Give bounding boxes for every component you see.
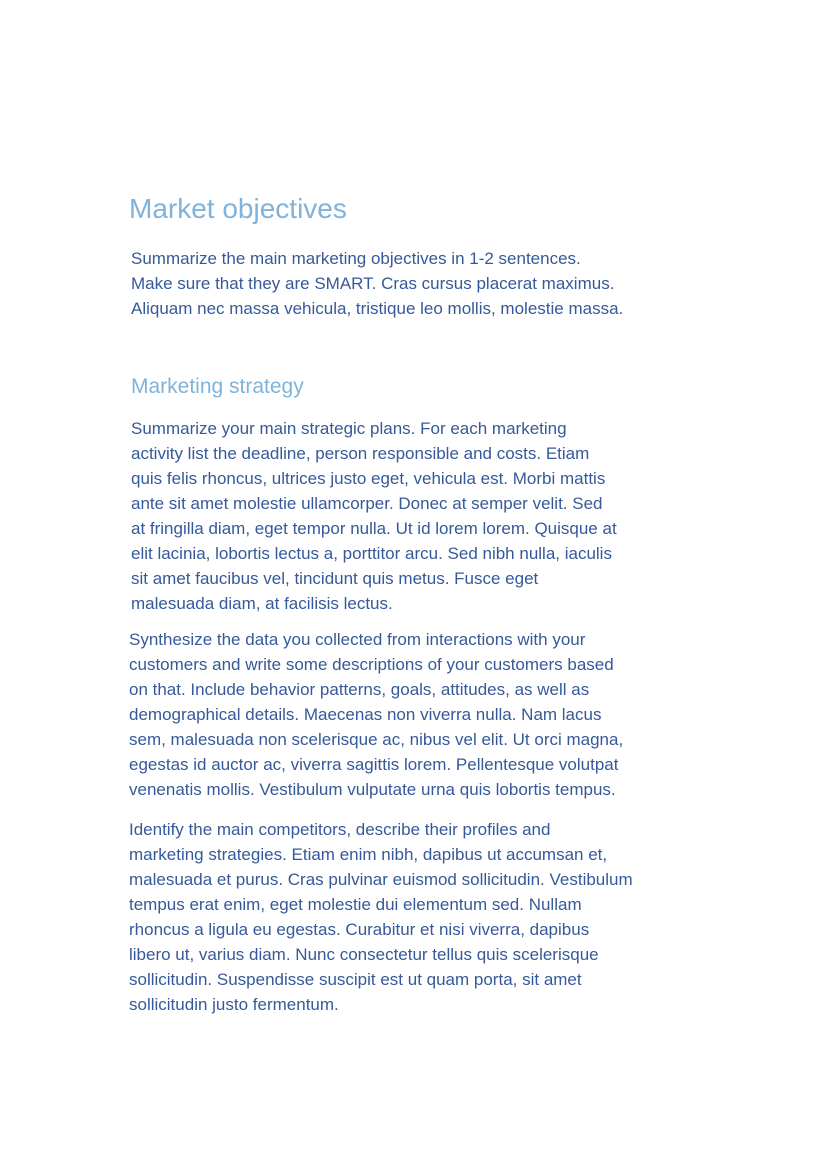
paragraph-line: sollicitudin justo fermentum. — [129, 995, 339, 1014]
paragraph-line: quis felis rhoncus, ultrices justo eget, vehicula est. Morbi mattis — [131, 469, 606, 488]
heading-market-objectives: Market objectives — [129, 193, 347, 224]
paragraph-line: Summarize the main marketing objectives in 1-2 sentences. — [131, 249, 581, 268]
paragraph-line: sit amet faucibus vel, tincidunt quis metus. Fusce eget — [131, 569, 539, 588]
paragraph-line: marketing strategies. Etiam enim nibh, dapibus ut accumsan et, — [129, 845, 608, 864]
paragraph-line: libero ut, varius diam. Nunc consectetur tellus quis scelerisque — [129, 945, 599, 964]
paragraph-line: Identify the main competitors, describe their profiles and — [129, 820, 551, 839]
paragraph-line: venenatis mollis. Vestibulum vulputate urna quis lobortis tempus. — [129, 780, 616, 799]
paragraph-line: Aliquam nec massa vehicula, tristique leo mollis, molestie massa. — [131, 299, 624, 318]
paragraph-line: ante sit amet molestie ullamcorper. Donec at semper velit. Sed — [131, 494, 603, 513]
paragraph-line: tempus erat enim, eget molestie dui elementum sed. Nullam — [129, 895, 582, 914]
paragraph-line: Summarize your main strategic plans. For each marketing — [131, 419, 567, 438]
paragraph-line: egestas id auctor ac, viverra sagittis lorem. Pellentesque volutpat — [129, 755, 619, 774]
paragraph-line: demographical details. Maecenas non viverra nulla. Nam lacus — [129, 705, 602, 724]
paragraph-line: at fringilla diam, eget tempor nulla. Ut id lorem lorem. Quisque at — [131, 519, 617, 538]
heading-marketing-strategy: Marketing strategy — [131, 375, 304, 398]
paragraph-marketing-strategy — [131, 416, 617, 616]
paragraph-customer-descriptions — [129, 627, 623, 802]
paragraph-line: customers and write some descriptions of your customers based — [129, 655, 614, 674]
paragraph-line: sollicitudin. Suspendisse suscipit est ut quam porta, sit amet — [129, 970, 582, 989]
paragraph-line: on that. Include behavior patterns, goals, attitudes, as well as — [129, 680, 590, 699]
paragraph-line: rhoncus a ligula eu egestas. Curabitur et nisi viverra, dapibus — [129, 920, 590, 939]
paragraph-line: Synthesize the data you collected from interactions with your — [129, 630, 586, 649]
paragraph-line: sem, malesuada non scelerisque ac, nibus vel elit. Ut orci magna, — [129, 730, 624, 749]
paragraph-line: Make sure that they are SMART. Cras cursus placerat maximus. — [131, 274, 615, 293]
paragraph-line: malesuada et purus. Cras pulvinar euismod sollicitudin. Vestibulum — [129, 870, 633, 889]
paragraph-line: elit lacinia, lobortis lectus a, porttitor arcu. Sed nibh nulla, iaculis — [131, 544, 612, 563]
paragraph-line: activity list the deadline, person responsible and costs. Etiam — [131, 444, 590, 463]
paragraph-market-objectives — [131, 246, 623, 321]
paragraph-competitors — [129, 817, 633, 1017]
paragraph-line: malesuada diam, at facilisis lectus. — [131, 594, 393, 613]
